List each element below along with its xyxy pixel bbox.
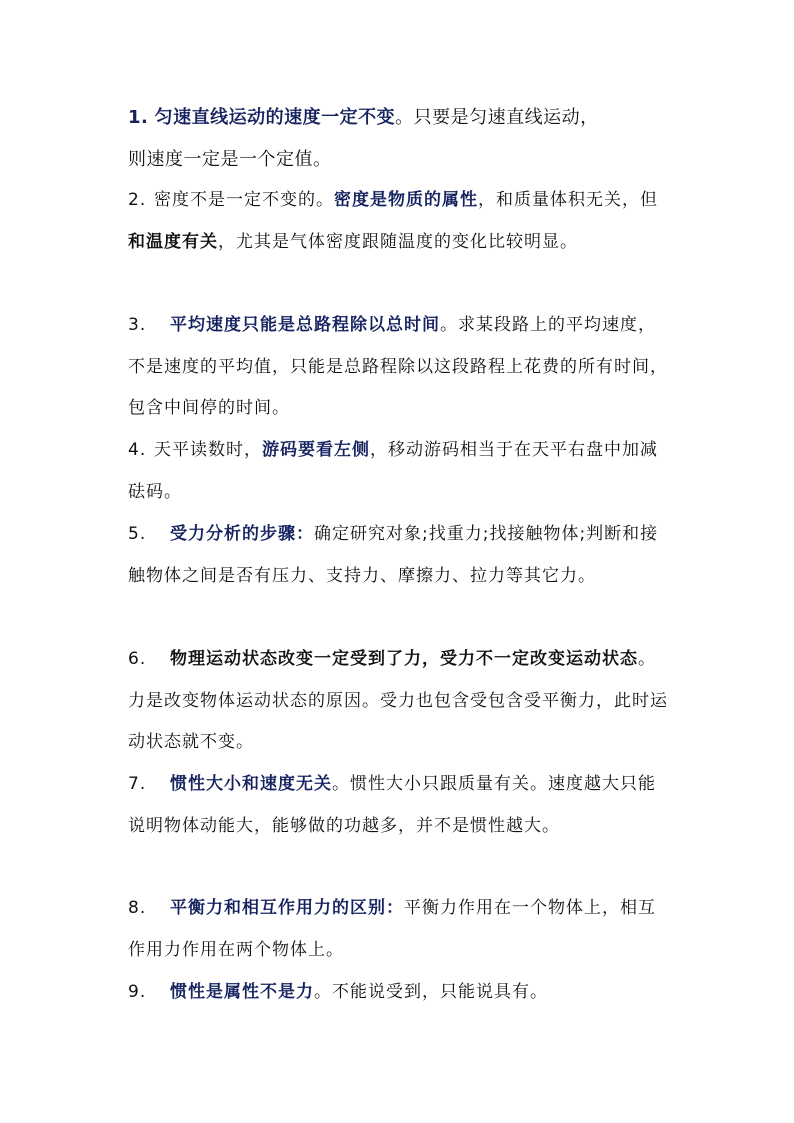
item-number: 5. [128,524,147,544]
item-text: ，移动游码相当于在天平右盘中加减砝码。 [128,440,658,502]
list-item-6 [128,639,673,764]
item-number: 8. [128,898,147,918]
list-item-5 [128,514,673,597]
key-point: 惯性大小和速度无关 [170,774,332,794]
list-item-3 [128,305,673,430]
list-item-7 [128,764,673,847]
item-text: 确定研究对象;找重力;找接触物体;判断和接触物体之间是否有压力、支持力、摩擦力、拉力等其它力。 [128,524,659,586]
item-text: ，和质量体积无关，但 [478,190,658,210]
item-number: 2. [128,190,147,210]
key-point: 和温度有关 [128,231,218,252]
item-number: 7. [128,774,147,794]
item-number: 1. [128,107,149,128]
item-text: 。求某段路上的平均速度，不是速度的平均值，只能是总路程除以这段路程上花费的所有时间，包含中间停的时间。 [128,315,668,418]
key-point: 受力分析的步骤： [170,524,314,544]
list-item-4 [128,430,673,513]
key-point: 物理运动状态改变一定受到了力，受力不一定改变运动状态 [170,649,638,669]
key-point: 惯性是属性不是力 [170,982,314,1002]
list-item-9 [128,972,673,1014]
list-item-1 [128,97,673,180]
list-item-2 [128,180,673,263]
item-text: 。不能说受到，只能说具有。 [314,982,548,1002]
item-number: 6. [128,649,147,669]
item-number: 4. [128,440,147,460]
item-number: 3. [128,315,147,335]
item-text: 密度不是一定不变的。 [154,190,334,210]
item-text: 。只要是匀速直线运动， [395,107,599,128]
item-text: 。力是改变物体运动状态的原因。受力也包含受包含受平衡力，此时运动状态就不变。 [128,649,668,752]
item-text: ，尤其是气体密度跟随温度的变化比较明显。 [218,231,578,252]
item-text: 平衡力作用在一个物体上，相互作用力作用在两个物体上。 [128,898,656,960]
item-text-continued: 则速度一定是一个定值。 [128,148,332,170]
key-point: 平衡力和相互作用力的区别： [170,898,404,918]
key-point: 匀速直线运动的速度一定不变 [154,107,396,128]
item-number: 9. [128,982,147,1002]
item-text: 天平读数时， [154,440,262,460]
key-point: 游码要看左侧 [262,440,370,460]
key-point: 平均速度只能是总路程除以总时间 [170,315,440,335]
item-text: 。惯性大小只跟质量有关。速度越大只能说明物体动能大，能够做的功越多，并不是惯性越大。 [128,774,656,836]
key-point: 密度是物质的属性 [334,190,478,210]
list-item-8 [128,888,673,971]
